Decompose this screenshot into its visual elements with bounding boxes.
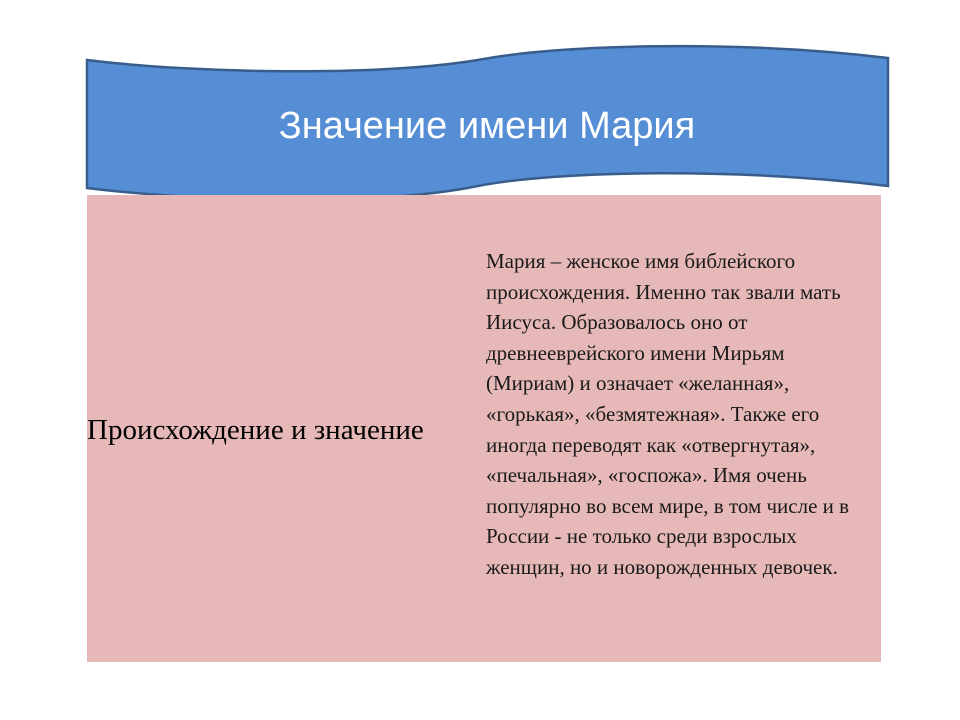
slide-title: Значение имени Мария — [278, 105, 696, 147]
origin-label: Происхождение и значение — [87, 414, 424, 446]
name-description: Мария – женское имя библейского происхождения. Именно так звали мать Иисуса. Образовалось оно от древнееврейского имени Мирьям (Мириам) и означает «желанная», «горькая», «безмятежная». Также его иногда переводят как «отвергнутая», «печальная», «госпожа». Имя очень популярно во всем мире, в том числе и в России - не только среди взрослых женщин, но и новорожденных девочек. — [486, 249, 850, 579]
